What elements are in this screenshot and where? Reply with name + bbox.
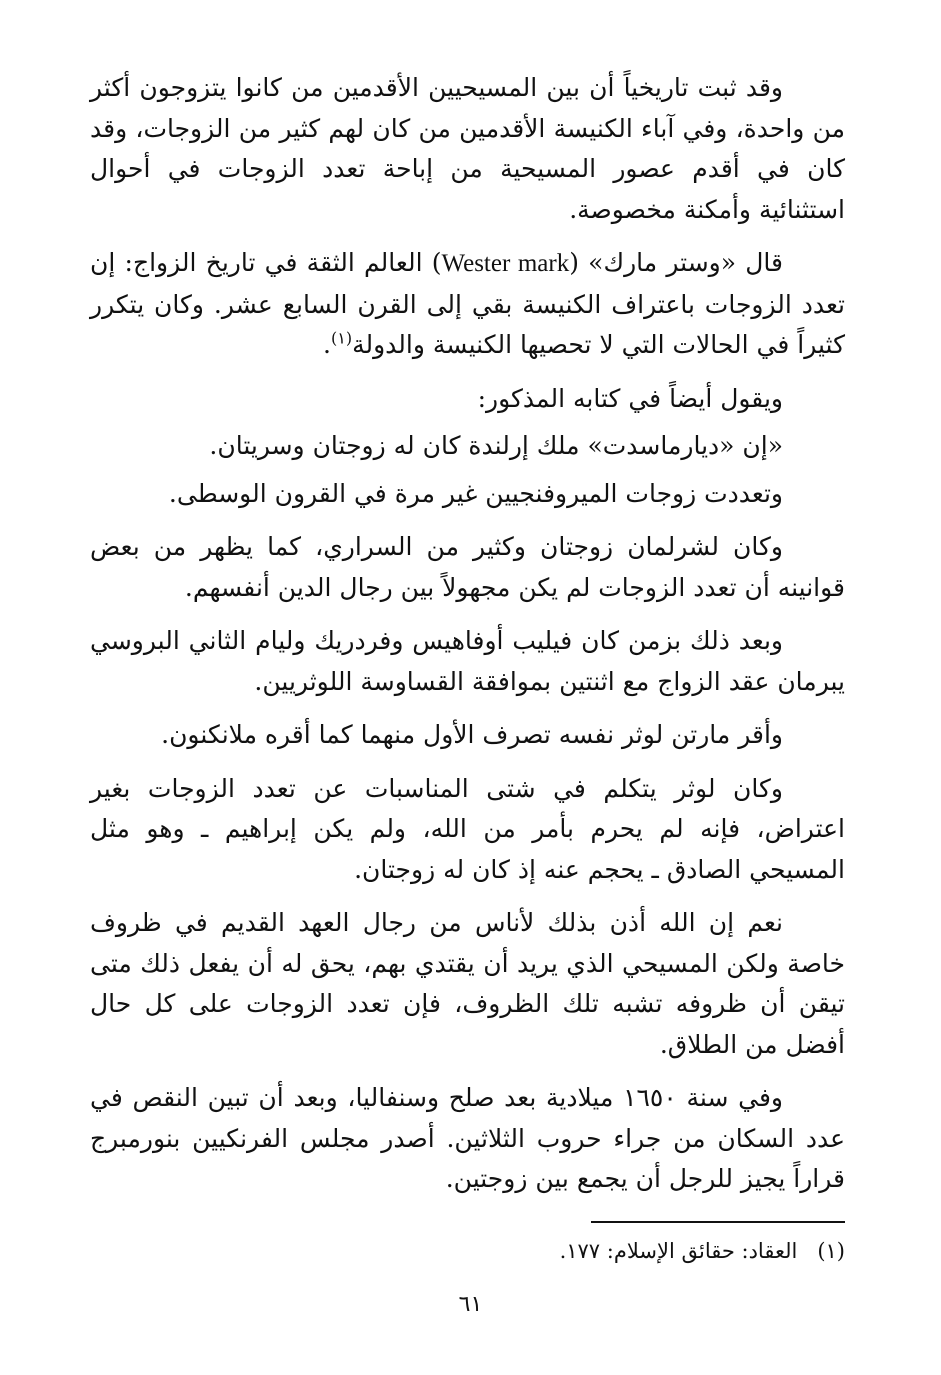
footnote-text: العقاد: حقائق الإسلام: ١٧٧. <box>559 1239 798 1263</box>
westermarck-text-after: ) العالم الثقة في تاريخ الزواج: إن تعدد الزوجات باعتراف الكنيسة بقي إلى القرن السابع عشر. وكان يتكرر كثيراً في الحالات التي لا تحصيها الكنيسة والدولة <box>90 248 845 359</box>
paragraph-luther-approved: وأقر مارتن لوثر نفسه تصرف الأول منهما كما أقره ملانكنون. <box>161 720 783 749</box>
paragraph-nuremberg-decision: وفي سنة ١٦٥٠ ميلادية بعد صلح وسنفاليا، وبعد أن تبين النقص في عدد السكان من جراء حروب الثلاثين. أصدر مجلس الفرنكيين بنورمبرج قراراً يجيز للرجل أن يجمع بين زوجتين. <box>90 1083 845 1193</box>
paragraph-merovingians: وتعددت زوجات الميروفنجيين غير مرة في القرون الوسطى. <box>168 478 783 508</box>
paragraph-polygamy-early-christians: وقد ثبت تاريخياً أن بين المسيحيين الأقدمين من كانوا يتزوجون أكثر من واحدة، وفي آباء الكنيسة الأقدمين من كان لهم كثير من الزوجات، وقد كان في أقدم عصور المسيحية من إباحة تعدد الزوجات في أحوال استثنائية وأمكنة مخصوصة. <box>90 73 845 224</box>
paragraph-philip-frederick: وبعد ذلك بزمن كان فيليب أوفاهيس وفردريك وليام الثاني البروسي يبرمان عقد الزواج مع اثنتين بموافقة القساوسة اللوثريين. <box>90 626 845 696</box>
page-number: ٦١ <box>458 1292 483 1317</box>
paragraph-luther-spoke: وكان لوثر يتكلم في شتى المناسبات عن تعدد الزوجات بغير اعتراض، فإنه لم يحرم بأمر من الله، ولم يكن إبراهيم ـ وهو مثل المسيحي الصادق ـ يحجم عنه إذ كان له زوجتان. <box>90 773 845 884</box>
footnote-reference-marker[interactable]: (١) <box>330 328 353 348</box>
book-page-body <box>90 68 845 1375</box>
westermarck-text-end: . <box>323 330 331 359</box>
footnote-separator-rule <box>591 1221 845 1223</box>
paragraph-old-testament: نعم إن الله أذن بذلك لأناس من رجال العهد القديم في ظروف خاصة ولكن المسيحي الذي يريد أن يقتدي بهم، يحق له أن يفعل ذلك متى تيقن أن ظروفه تشبه تلك الظروف، فإن تعدد الزوجات على كل حال أفضل من الطلاق. <box>90 908 845 1059</box>
westermarck-latin-name: Wester mark <box>441 250 570 277</box>
footnote-number: (١) <box>817 1239 845 1263</box>
westermarck-text-before: قال «وستر مارك» ( <box>569 248 783 277</box>
paragraph-westermarck-quote <box>90 243 845 366</box>
paragraph-charlemagne: وكان لشرلمان زوجتان وكثير من السراري، كما يظهر من بعض قوانينه أن تعدد الزوجات لم يكن مجهولاً بين رجال الدين أنفسهم. <box>90 532 845 602</box>
footnote <box>145 1236 845 1266</box>
paragraph-also-says: ويقول أيضاً في كتابه المذكور: <box>477 383 783 413</box>
paragraph-diarmait-king: «إن «ديارماسدت» ملك إرلندة كان له زوجتان وسريتان. <box>209 431 783 460</box>
